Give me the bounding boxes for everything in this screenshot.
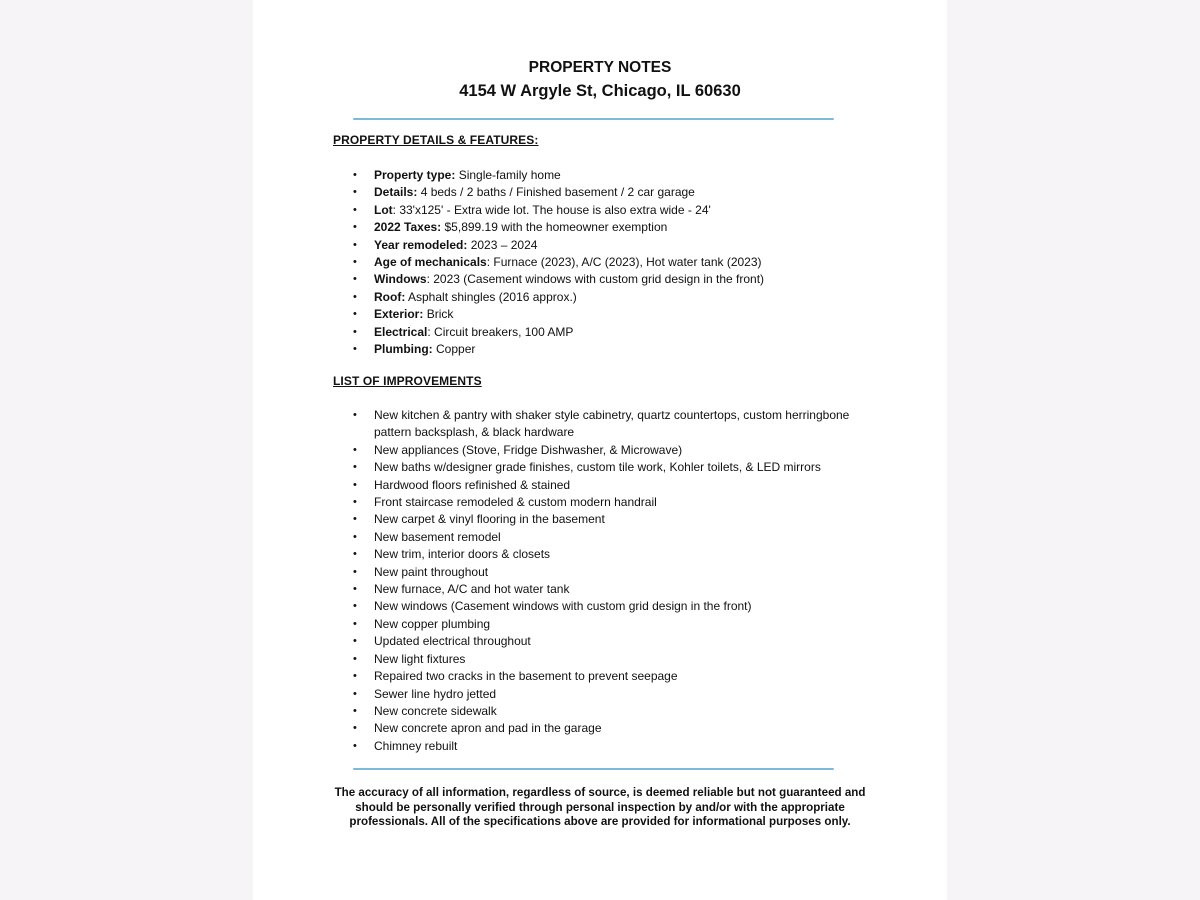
improvement-text: New concrete apron and pad in the garage xyxy=(374,721,602,736)
bullet-icon: • xyxy=(353,565,357,578)
improvements-heading: LIST OF IMPROVEMENTS xyxy=(333,374,482,388)
bullet-icon: • xyxy=(353,186,357,199)
improvement-item xyxy=(333,668,853,685)
bullet-icon: • xyxy=(353,461,357,474)
feature-label: Electrical xyxy=(374,324,428,339)
feature-value: : Furnace (2023), A/C (2023), Hot water tank (2023) xyxy=(486,255,762,270)
bullet-icon: • xyxy=(353,496,357,509)
feature-label: Windows xyxy=(374,272,427,287)
feature-label: Lot xyxy=(374,202,393,217)
bullet-icon: • xyxy=(353,256,357,269)
improvement-item xyxy=(333,564,853,581)
feature-label: Roof: xyxy=(374,289,406,304)
improvement-text: New carpet & vinyl flooring in the basement xyxy=(374,512,605,527)
improvement-text: New copper plumbing xyxy=(374,616,491,631)
bullet-icon: • xyxy=(353,273,357,286)
improvement-text: New concrete sidewalk xyxy=(374,703,497,718)
feature-item xyxy=(333,254,853,271)
bullet-icon: • xyxy=(353,443,357,456)
improvement-text: New basement remodel xyxy=(374,529,501,544)
feature-item xyxy=(333,219,853,236)
feature-item xyxy=(333,324,853,341)
feature-value: Brick xyxy=(423,307,454,322)
feature-item xyxy=(333,289,853,306)
bullet-icon: • xyxy=(353,203,357,216)
improvement-text: Repaired two cracks in the basement to prevent seepage xyxy=(374,669,678,684)
bullet-icon: • xyxy=(353,513,357,526)
improvement-text: New trim, interior doors & closets xyxy=(374,547,551,562)
bullet-icon: • xyxy=(353,325,357,338)
feature-item xyxy=(333,184,853,201)
feature-value: 4 beds / 2 baths / Finished basement / 2 car garage xyxy=(417,185,695,200)
bullet-icon: • xyxy=(353,739,357,752)
feature-value: : 33'x125' - Extra wide lot. The house is also extra wide - 24' xyxy=(392,202,711,217)
improvement-text: New windows (Casement windows with custom grid design in the front) xyxy=(374,599,752,614)
feature-label: Age of mechanicals xyxy=(374,255,487,270)
bullet-icon: • xyxy=(353,343,357,356)
improvement-item xyxy=(333,477,853,494)
bullet-icon: • xyxy=(353,600,357,613)
disclaimer-text: The accuracy of all information, regardless of source, is deemed reliable but not guaranteed and should be personally verified through personal inspection by and/or with the appropriate professionals. All of the specifications above are provided for informational purposes only. xyxy=(334,786,866,828)
improvements-list xyxy=(333,407,853,755)
improvement-text: New light fixtures xyxy=(374,651,466,666)
improvement-text: New baths w/designer grade finishes, custom tile work, Kohler toilets, & LED mirrors xyxy=(374,460,821,475)
feature-label: Plumbing: xyxy=(374,342,433,357)
bullet-icon: • xyxy=(353,530,357,543)
feature-item xyxy=(333,306,853,323)
feature-item xyxy=(333,271,853,288)
features-heading: PROPERTY DETAILS & FEATURES: xyxy=(333,133,539,147)
bullet-icon: • xyxy=(353,548,357,561)
feature-value: : Circuit breakers, 100 AMP xyxy=(427,324,574,339)
feature-label: 2022 Taxes: xyxy=(374,220,442,235)
top-divider xyxy=(353,118,834,120)
feature-value: Single-family home xyxy=(455,168,561,182)
improvement-item xyxy=(333,651,853,668)
features-list xyxy=(333,167,853,358)
feature-item xyxy=(333,341,853,358)
feature-label: Details: xyxy=(374,185,418,200)
improvement-item xyxy=(333,442,853,459)
document-title: PROPERTY NOTES xyxy=(528,59,672,76)
title-block xyxy=(253,57,947,102)
improvement-text: Hardwood floors refinished & stained xyxy=(374,477,571,492)
feature-item xyxy=(333,202,853,219)
bullet-icon: • xyxy=(353,704,357,717)
feature-value: 2023 – 2024 xyxy=(467,237,538,252)
improvement-text: New kitchen & pantry with shaker style cabinetry, quartz countertops, custom herringbone pattern backsplash, & black hardware xyxy=(374,408,850,440)
improvement-item xyxy=(333,616,853,633)
improvement-item xyxy=(333,529,853,546)
improvement-item xyxy=(333,703,853,720)
bullet-icon: • xyxy=(353,290,357,303)
feature-item xyxy=(333,237,853,254)
improvement-text: New appliances (Stove, Fridge Dishwasher, & Microwave) xyxy=(374,442,683,457)
improvement-text: New paint throughout xyxy=(374,564,489,579)
bullet-icon: • xyxy=(353,238,357,251)
feature-label: Exterior: xyxy=(374,307,424,322)
feature-value: Copper xyxy=(432,342,476,357)
bullet-icon: • xyxy=(353,670,357,683)
improvement-item xyxy=(333,598,853,615)
bottom-divider xyxy=(353,768,834,770)
improvement-text: New furnace, A/C and hot water tank xyxy=(374,582,570,597)
improvement-text: Updated electrical throughout xyxy=(374,634,531,649)
bullet-icon: • xyxy=(353,583,357,596)
improvement-item xyxy=(333,407,853,442)
improvement-text: Chimney rebuilt xyxy=(374,738,458,753)
feature-label: Property type: xyxy=(374,168,456,182)
bullet-icon: • xyxy=(353,169,357,181)
feature-label: Year remodeled: xyxy=(374,237,468,252)
feature-item xyxy=(333,167,853,184)
bullet-icon: • xyxy=(353,652,357,665)
improvement-text: Front staircase remodeled & custom modern handrail xyxy=(374,495,657,510)
feature-value: Asphalt shingles (2016 approx.) xyxy=(405,289,577,304)
bullet-icon: • xyxy=(353,687,357,700)
improvement-item xyxy=(333,494,853,511)
bullet-icon: • xyxy=(353,478,357,491)
improvement-item xyxy=(333,459,853,476)
improvement-item xyxy=(333,720,853,737)
property-address: 4154 W Argyle St, Chicago, IL 60630 xyxy=(459,82,741,100)
improvement-text: Sewer line hydro jetted xyxy=(374,686,497,701)
document-page xyxy=(253,0,947,900)
bullet-icon: • xyxy=(353,635,357,648)
feature-value: : 2023 (Casement windows with custom grid design in the front) xyxy=(426,272,765,287)
bullet-icon: • xyxy=(353,308,357,321)
improvement-item xyxy=(333,511,853,528)
improvement-item xyxy=(333,581,853,598)
bullet-icon: • xyxy=(353,409,357,421)
improvement-item xyxy=(333,686,853,703)
bullet-icon: • xyxy=(353,617,357,630)
bullet-icon: • xyxy=(353,221,357,234)
improvement-item xyxy=(333,738,853,755)
feature-value: $5,899.19 with the homeowner exemption xyxy=(441,220,668,235)
improvement-item xyxy=(333,546,853,563)
improvement-item xyxy=(333,633,853,650)
bullet-icon: • xyxy=(353,722,357,735)
